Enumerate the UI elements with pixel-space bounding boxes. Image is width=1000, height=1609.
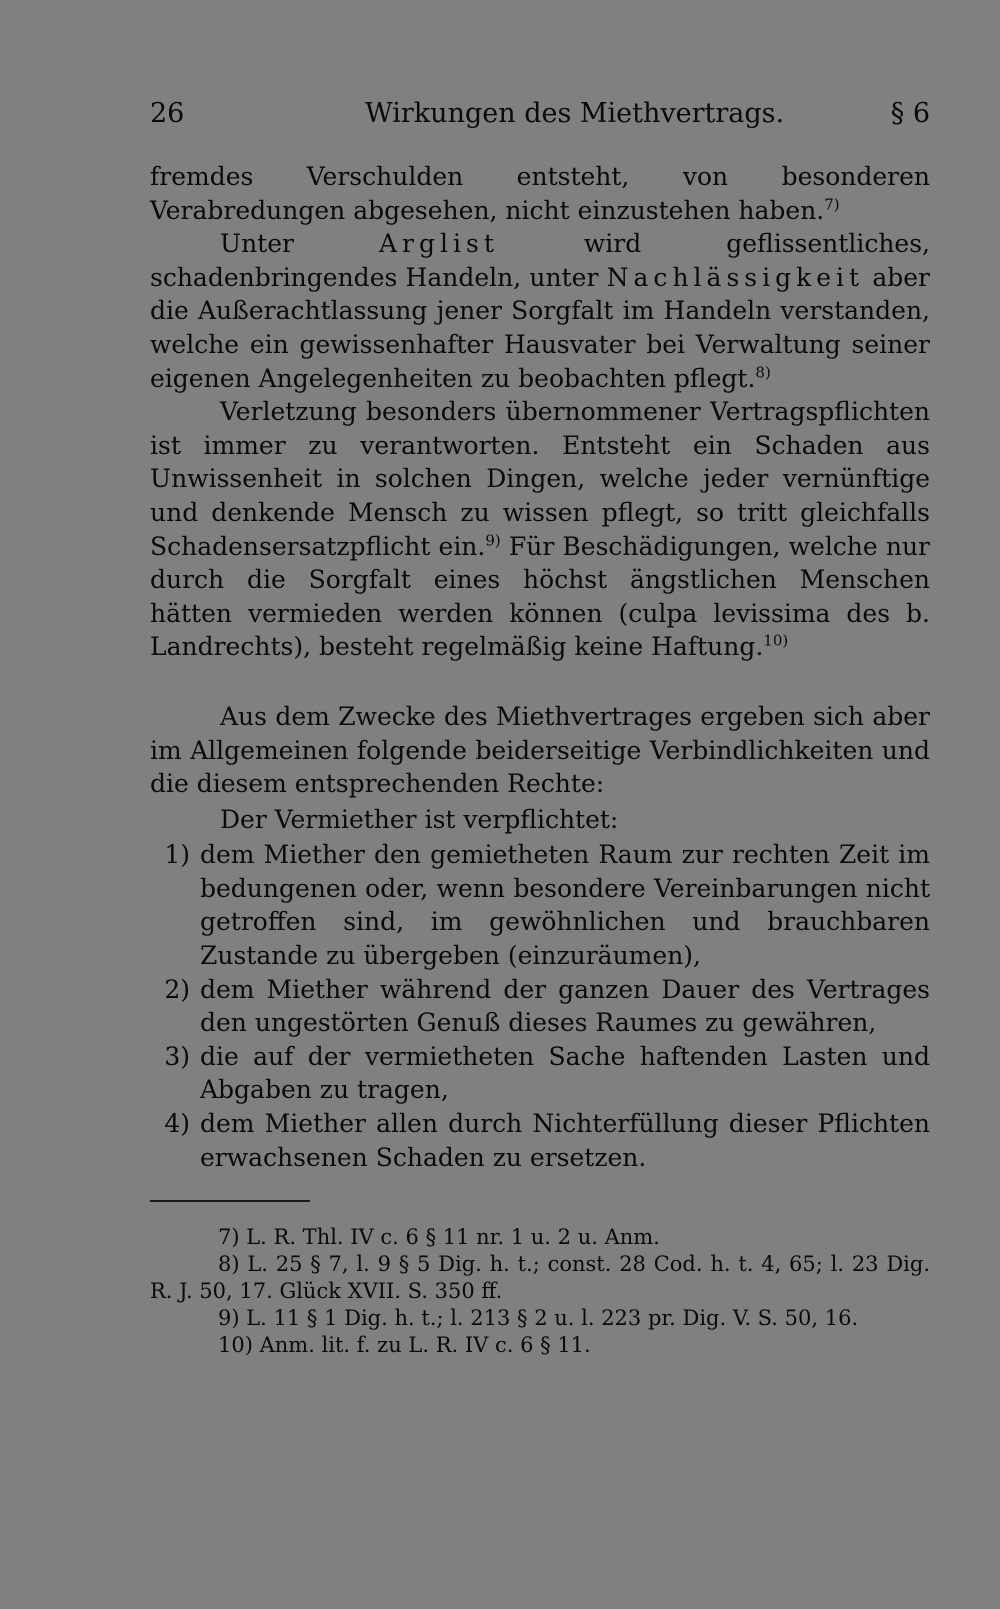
footnote-ref-9: 9): [485, 531, 501, 550]
paragraph-4: Aus dem Zwecke des Miethvertrages ergeben sich aber im Allgemeinen folgende beiderseitige Verbindlichkeiten und die diesem entsprechenden Rechte:: [150, 701, 930, 799]
footnote-8: 8) L. 25 § 7, l. 9 § 5 Dig. h. t.; const. 28 Cod. h. t. 4, 65; l. 23 Dig. R. J. 50, 17. Glück XVII. S. 350 ff.: [150, 1252, 930, 1304]
footnote-divider: [150, 1200, 310, 1202]
list-item: [150, 1040, 930, 1107]
section-mark: § 6: [890, 98, 930, 129]
page-header: [150, 92, 930, 132]
paragraph-5: Der Vermiether ist verpflichtet:: [220, 804, 619, 834]
footnotes: [150, 1224, 930, 1359]
term-nachlaessigkeit: Nachlässigkeit: [606, 262, 865, 292]
list-number: 3): [164, 1041, 190, 1071]
book-page: [150, 92, 930, 1359]
page-number: 26: [150, 98, 185, 129]
running-title: Wirkungen des Miethvertrags.: [365, 98, 785, 129]
paragraph-1: [150, 160, 930, 227]
list-number: 4): [164, 1109, 190, 1139]
list-text: dem Miether den gemietheten Raum zur rechten Zeit im bedungenen oder, wenn besondere Vereinbarungen nicht getroffen sind, im gewöhnlichen und brauchbaren Zustande zu übergeben (einzuräumen),: [200, 840, 930, 971]
footnote-ref-10: 10): [763, 631, 789, 650]
paragraph-text: fremdes Verschulden entsteht, von besonderen Verabredungen abgesehen, nicht einzustehen haben.: [150, 162, 930, 225]
paragraph-3: [150, 395, 930, 664]
term-arglist: Arglist: [378, 229, 499, 259]
paragraph-text: Unter: [220, 229, 379, 259]
obligations-list: [150, 838, 930, 1174]
list-text: dem Miether allen durch Nichterfüllung dieser Pflichten erwachsenen Schaden zu ersetzen.: [200, 1109, 930, 1172]
paragraph-text: wird geflissentliches, schadenbringendes Handeln, unter: [150, 229, 930, 292]
list-item: [150, 973, 930, 1040]
list-item: [150, 838, 930, 972]
footnote-7: 7) L. R. Thl. IV c. 6 § 11 nr. 1 u. 2 u. Anm.: [218, 1225, 660, 1250]
page-body: [150, 160, 930, 1174]
footnote-ref-8: 8): [755, 363, 771, 382]
paragraph-text: aber die Außerachtlassung jener Sorgfalt im Handeln verstanden, welche ein gewissenhafter Hausvater bei Verwaltung seiner eigenen Angelegenheiten zu beobachten pflegt.: [150, 262, 930, 393]
footnote-9: 9) L. 11 § 1 Dig. h. t.; l. 213 § 2 u. l. 223 pr. Dig. V. S. 50, 16.: [218, 1306, 859, 1331]
list-number: 1): [164, 840, 190, 870]
list-number: 2): [164, 974, 190, 1004]
footnote-ref-7: 7): [824, 195, 840, 214]
footnote-10: 10) Anm. lit. f. zu L. R. IV c. 6 § 11.: [218, 1333, 591, 1358]
list-text: dem Miether während der ganzen Dauer des Vertrages den ungestörten Genuß dieses Raumes zu gewähren,: [200, 974, 930, 1038]
list-item: [150, 1107, 930, 1174]
list-text: die auf der vermietheten Sache haftenden Lasten und Abgaben zu tragen,: [200, 1041, 930, 1105]
paragraph-2: [150, 227, 930, 395]
paragraph-text: Für Beschädigungen, welche nur durch die Sorgfalt eines höchst ängstlichen Menschen hätten vermieden werden können (culpa levissima des b. Landrechts), besteht regelmäßig keine Haftung.: [150, 531, 930, 662]
paragraph-text: Verletzung besonders übernommener Vertragspflichten ist immer zu verantworten. Entsteht ein Schaden aus Unwissenheit in solchen Dingen, welche jeder vernünftige und denkende Mensch zu wissen pflegt, so tritt gleichfalls Schadensersatzpflicht ein.: [150, 397, 930, 561]
